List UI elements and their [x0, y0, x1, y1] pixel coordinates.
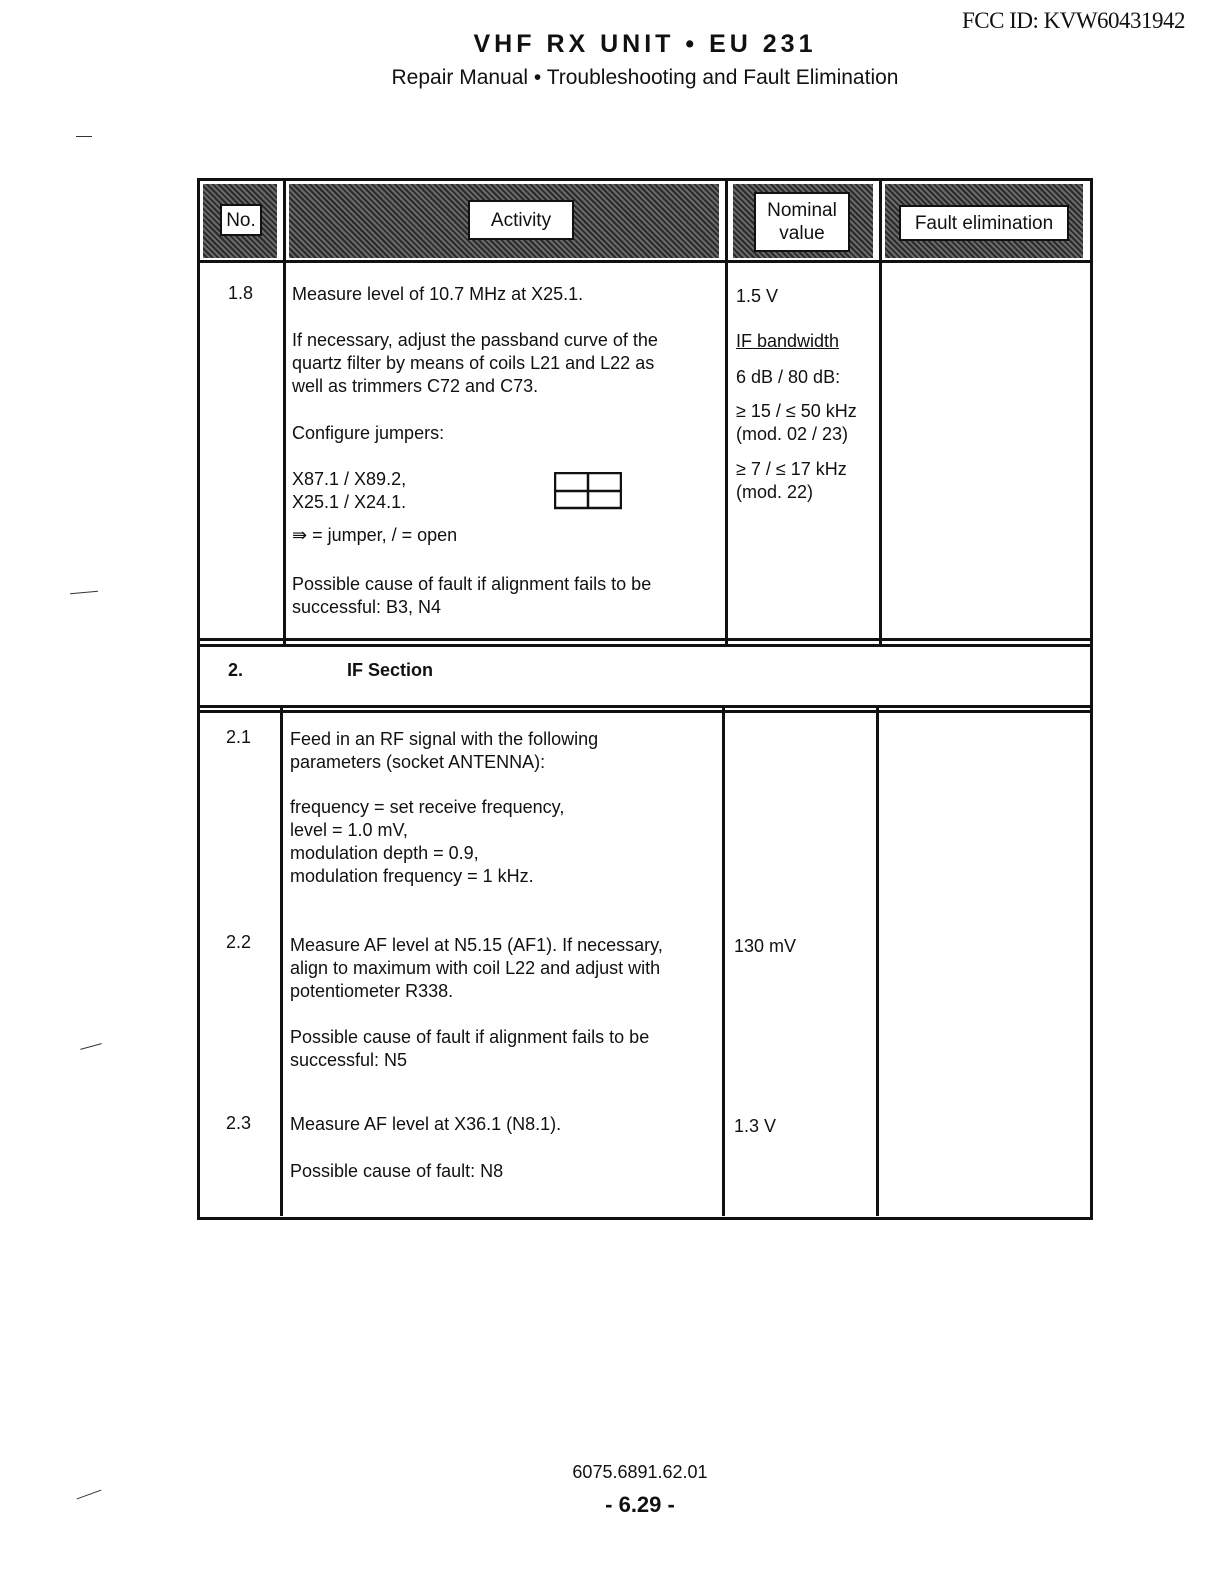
nominal-value: IF bandwidth — [736, 331, 840, 351]
nominal-value: ≥ 15 / ≤ 50 kHz (mod. 02 / 23) — [736, 401, 857, 444]
activity-text: Possible cause of fault if alignment fails to be successful: B3, N4 — [292, 574, 652, 617]
row-rule — [197, 644, 1090, 647]
activity-text: X87.1 / X89.2, X25.1 / X24.1. — [292, 469, 407, 512]
scan-mark — [80, 1043, 102, 1050]
activity-text: Measure AF level at N5.15 (AF1). If necessary, align to maximum with coil L22 and adjust with potentiometer R338. — [290, 935, 663, 1001]
activity-text: frequency = set receive frequency, level = 1.0 mV, modulation depth = 0.9, modulation frequency = 1 kHz. — [290, 797, 565, 886]
activity-text: Measure AF level at X36.1 (N8.1). — [290, 1114, 562, 1134]
row-number: 2.2 — [226, 932, 252, 952]
column-rule — [283, 178, 286, 645]
scan-mark — [76, 136, 92, 137]
row-rule — [197, 638, 1090, 641]
page-number: - 6.29 - — [605, 1492, 675, 1517]
nominal-value: 1.5 V — [736, 286, 779, 306]
column-header-fault-elimination: Fault elimination — [899, 205, 1069, 241]
column-header-no: No. — [220, 204, 262, 236]
activity-text: Feed in an RF signal with the following parameters (socket ANTENNA): — [290, 729, 599, 772]
row-rule — [197, 705, 1090, 708]
header-bottom-rule — [197, 260, 1090, 263]
column-header-activity: Activity — [468, 200, 574, 240]
column-rule — [876, 708, 879, 1216]
section-title: IF Section — [347, 660, 434, 680]
row-rule — [197, 710, 1090, 713]
activity-text: If necessary, adjust the passband curve of the quartz filter by means of coils L21 and L22 as well as trimmers C72 and C73. — [292, 330, 658, 396]
scan-mark — [70, 591, 98, 594]
page-subtitle: Repair Manual • Troubleshooting and Fault Elimination — [391, 66, 899, 89]
column-rule — [725, 178, 728, 645]
column-header-nominal-value: Nominal value — [754, 192, 850, 252]
activity-text: Measure level of 10.7 MHz at X25.1. — [292, 284, 584, 304]
fcc-id: FCC ID: KVW60431942 — [962, 8, 1186, 33]
jumper-diagram-icon — [554, 472, 622, 510]
document-code: 6075.6891.62.01 — [572, 1462, 708, 1482]
section-number: 2. — [228, 660, 244, 680]
activity-text: Possible cause of fault: N8 — [290, 1161, 504, 1181]
nominal-value: 6 dB / 80 dB: — [736, 367, 841, 387]
nominal-value: 1.3 V — [734, 1116, 777, 1136]
activity-text: Possible cause of fault if alignment fails to be successful: N5 — [290, 1027, 650, 1070]
column-rule — [879, 178, 882, 645]
nominal-value: 130 mV — [734, 936, 797, 956]
page-title: VHF RX UNIT • EU 231 — [473, 30, 817, 58]
row-number: 2.1 — [226, 727, 252, 747]
column-rule — [722, 708, 725, 1216]
row-number: 2.3 — [226, 1113, 252, 1133]
activity-text: ⇛ = jumper, / = open — [292, 525, 458, 545]
column-rule — [280, 708, 283, 1216]
nominal-value: ≥ 7 / ≤ 17 kHz (mod. 22) — [736, 459, 847, 502]
activity-text: Configure jumpers: — [292, 423, 445, 443]
row-number: 1.8 — [228, 283, 254, 303]
